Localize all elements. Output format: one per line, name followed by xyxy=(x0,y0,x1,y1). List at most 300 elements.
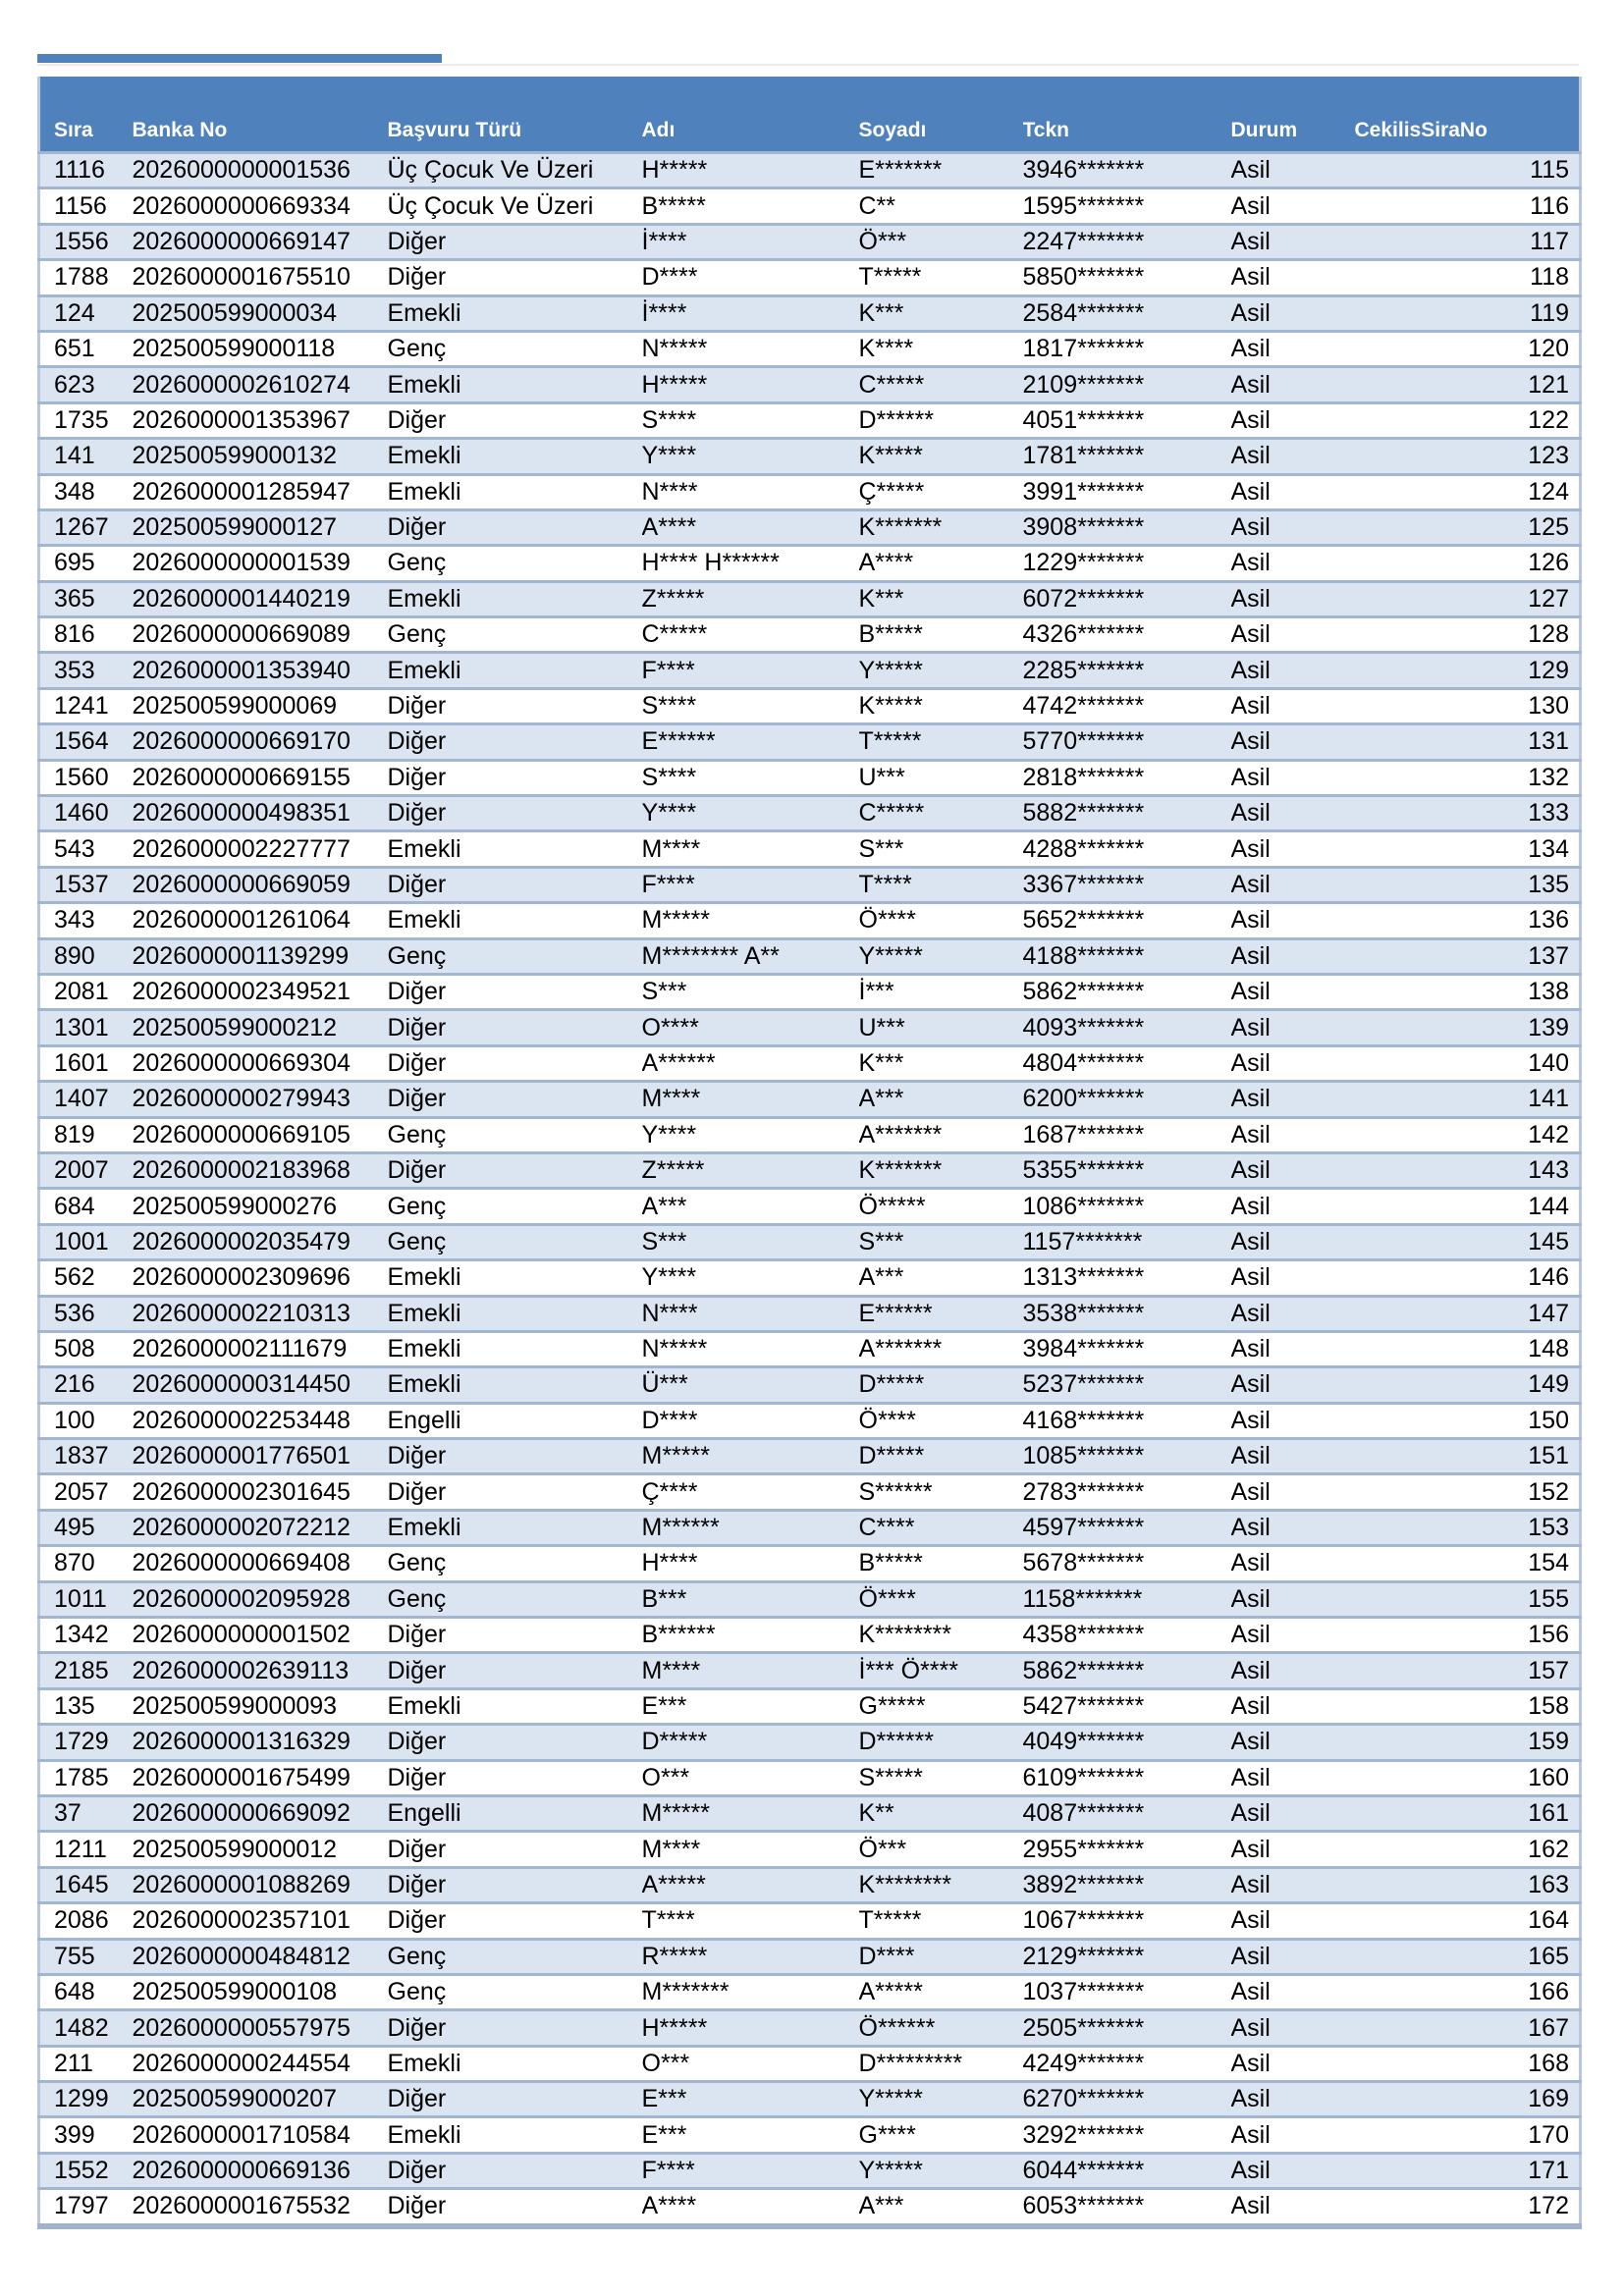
cell-cekilis-sira-no: 128 xyxy=(1355,617,1581,653)
cell-durum: Asil xyxy=(1231,1403,1355,1438)
cell-banka-no: 2026000002610274 xyxy=(133,367,388,402)
cell-soyadi: Y***** xyxy=(859,653,1023,688)
cell-basvuru-turu: Engelli xyxy=(388,1795,642,1831)
cell-durum: Asil xyxy=(1231,1653,1355,1688)
table-row xyxy=(39,153,1581,188)
cell-basvuru-turu: Emekli xyxy=(388,831,642,867)
cell-sira: 135 xyxy=(39,1688,133,1724)
cell-banka-no: 2026000000669170 xyxy=(133,724,388,760)
cell-basvuru-turu: Genç xyxy=(388,1974,642,2009)
table-row xyxy=(39,760,1581,795)
cell-cekilis-sira-no: 123 xyxy=(1355,439,1581,474)
table-row xyxy=(39,2046,1581,2081)
cell-cekilis-sira-no: 143 xyxy=(1355,1152,1581,1188)
cell-basvuru-turu: Diğer xyxy=(388,260,642,295)
cell-adi: O*** xyxy=(642,1760,859,1795)
cell-basvuru-turu: Diğer xyxy=(388,1867,642,1902)
cell-adi: E*** xyxy=(642,2082,859,2117)
cell-soyadi: E******* xyxy=(859,153,1023,188)
cell-sira: 399 xyxy=(39,2117,133,2153)
cell-durum: Asil xyxy=(1231,1045,1355,1081)
cell-sira: 1552 xyxy=(39,2153,133,2188)
cell-tckn: 2955******* xyxy=(1023,1832,1231,1867)
cell-banka-no: 2026000002072212 xyxy=(133,1510,388,1545)
cell-banka-no: 2026000001353967 xyxy=(133,402,388,438)
cell-soyadi: Ç***** xyxy=(859,474,1023,509)
cell-durum: Asil xyxy=(1231,1331,1355,1366)
cell-sira: 353 xyxy=(39,653,133,688)
cell-adi: A*** xyxy=(642,1189,859,1224)
cell-cekilis-sira-no: 165 xyxy=(1355,1939,1581,1974)
cell-adi: H***** xyxy=(642,367,859,402)
table-row xyxy=(39,1010,1581,1045)
column-header-durum: Durum xyxy=(1231,77,1355,153)
cell-basvuru-turu: Genç xyxy=(388,938,642,974)
cell-cekilis-sira-no: 156 xyxy=(1355,1618,1581,1653)
table-row xyxy=(39,938,1581,974)
cell-cekilis-sira-no: 167 xyxy=(1355,2010,1581,2046)
cell-sira: 348 xyxy=(39,474,133,509)
cell-durum: Asil xyxy=(1231,2117,1355,2153)
cell-soyadi: K** xyxy=(859,1795,1023,1831)
cell-adi: M****** xyxy=(642,1510,859,1545)
cell-soyadi: C***** xyxy=(859,367,1023,402)
cell-durum: Asil xyxy=(1231,1546,1355,1581)
cell-soyadi: K******* xyxy=(859,509,1023,545)
cell-cekilis-sira-no: 121 xyxy=(1355,367,1581,402)
table-row xyxy=(39,1082,1581,1117)
table-row xyxy=(39,796,1581,831)
cell-basvuru-turu: Diğer xyxy=(388,2189,642,2226)
cell-basvuru-turu: Emekli xyxy=(388,2046,642,2081)
cell-durum: Asil xyxy=(1231,331,1355,366)
lottery-results-table xyxy=(37,77,1582,2229)
cell-tckn: 5862******* xyxy=(1023,974,1231,1009)
cell-durum: Asil xyxy=(1231,474,1355,509)
cell-sira: 2185 xyxy=(39,1653,133,1688)
cell-basvuru-turu: Diğer xyxy=(388,688,642,723)
cell-adi: Y**** xyxy=(642,1260,859,1296)
cell-banka-no: 2026000001285947 xyxy=(133,474,388,509)
cell-sira: 2057 xyxy=(39,1474,133,1510)
cell-durum: Asil xyxy=(1231,867,1355,902)
cell-sira: 1537 xyxy=(39,867,133,902)
cell-sira: 216 xyxy=(39,1367,133,1403)
cell-soyadi: Ö**** xyxy=(859,903,1023,938)
cell-durum: Asil xyxy=(1231,581,1355,616)
cell-adi: S**** xyxy=(642,688,859,723)
cell-tckn: 6270******* xyxy=(1023,2082,1231,2117)
cell-tckn: 6200******* xyxy=(1023,1082,1231,1117)
table-row xyxy=(39,1974,1581,2009)
cell-soyadi: İ*** Ö**** xyxy=(859,1653,1023,1688)
cell-sira: 1564 xyxy=(39,724,133,760)
cell-banka-no: 202500599000034 xyxy=(133,295,388,331)
cell-adi: Y**** xyxy=(642,796,859,831)
cell-basvuru-turu: Emekli xyxy=(388,1296,642,1331)
cell-banka-no: 2026000000669155 xyxy=(133,760,388,795)
cell-soyadi: D********* xyxy=(859,2046,1023,2081)
cell-tckn: 3892******* xyxy=(1023,1867,1231,1902)
cell-soyadi: U*** xyxy=(859,1010,1023,1045)
cell-durum: Asil xyxy=(1231,2046,1355,2081)
cell-banka-no: 2026000002357101 xyxy=(133,1903,388,1939)
cell-adi: S*** xyxy=(642,1224,859,1259)
cell-cekilis-sira-no: 162 xyxy=(1355,1832,1581,1867)
cell-banka-no: 2026000000001539 xyxy=(133,546,388,581)
table-row xyxy=(39,2082,1581,2117)
cell-durum: Asil xyxy=(1231,1725,1355,1760)
cell-soyadi: S*** xyxy=(859,831,1023,867)
cell-adi: D**** xyxy=(642,260,859,295)
cell-adi: F**** xyxy=(642,653,859,688)
table-row xyxy=(39,331,1581,366)
table-row xyxy=(39,903,1581,938)
cell-durum: Asil xyxy=(1231,1189,1355,1224)
cell-soyadi: B***** xyxy=(859,1546,1023,1581)
cell-durum: Asil xyxy=(1231,1224,1355,1259)
cell-tckn: 3908******* xyxy=(1023,509,1231,545)
cell-basvuru-turu: Emekli xyxy=(388,653,642,688)
cell-soyadi: B***** xyxy=(859,617,1023,653)
table-row xyxy=(39,653,1581,688)
cell-basvuru-turu: Genç xyxy=(388,617,642,653)
table-row xyxy=(39,1581,1581,1617)
cell-durum: Asil xyxy=(1231,1581,1355,1617)
table-row xyxy=(39,1331,1581,1366)
cell-sira: 623 xyxy=(39,367,133,402)
cell-banka-no: 2026000001139299 xyxy=(133,938,388,974)
table-row xyxy=(39,1367,1581,1403)
cell-cekilis-sira-no: 152 xyxy=(1355,1474,1581,1510)
cell-durum: Asil xyxy=(1231,1510,1355,1545)
cell-soyadi: C**** xyxy=(859,1510,1023,1545)
table-row xyxy=(39,2117,1581,2153)
cell-soyadi: K*** xyxy=(859,581,1023,616)
cell-banka-no: 2026000000669136 xyxy=(133,2153,388,2188)
cell-soyadi: Ö**** xyxy=(859,1403,1023,1438)
cell-tckn: 2109******* xyxy=(1023,367,1231,402)
cell-basvuru-turu: Üç Çocuk Ve Üzeri xyxy=(388,153,642,188)
cell-soyadi: K**** xyxy=(859,331,1023,366)
cell-basvuru-turu: Emekli xyxy=(388,1510,642,1545)
cell-banka-no: 2026000000498351 xyxy=(133,796,388,831)
cell-cekilis-sira-no: 130 xyxy=(1355,688,1581,723)
cell-durum: Asil xyxy=(1231,831,1355,867)
top-divider-line xyxy=(37,64,1579,66)
cell-banka-no: 2026000000244554 xyxy=(133,2046,388,2081)
cell-sira: 1407 xyxy=(39,1082,133,1117)
cell-banka-no: 2026000000557975 xyxy=(133,2010,388,2046)
cell-cekilis-sira-no: 125 xyxy=(1355,509,1581,545)
cell-sira: 365 xyxy=(39,581,133,616)
cell-adi: S**** xyxy=(642,760,859,795)
cell-adi: O**** xyxy=(642,1010,859,1045)
cell-soyadi: Ö*** xyxy=(859,224,1023,259)
column-header-soyadi: Soyadı xyxy=(859,77,1023,153)
table-row xyxy=(39,831,1581,867)
cell-durum: Asil xyxy=(1231,1010,1355,1045)
table-row xyxy=(39,1510,1581,1545)
cell-sira: 562 xyxy=(39,1260,133,1296)
cell-tckn: 1037******* xyxy=(1023,1974,1231,2009)
cell-cekilis-sira-no: 118 xyxy=(1355,260,1581,295)
cell-banka-no: 2026000002183968 xyxy=(133,1152,388,1188)
cell-cekilis-sira-no: 158 xyxy=(1355,1688,1581,1724)
cell-sira: 1241 xyxy=(39,688,133,723)
cell-tckn: 1086******* xyxy=(1023,1189,1231,1224)
table-row xyxy=(39,439,1581,474)
cell-cekilis-sira-no: 129 xyxy=(1355,653,1581,688)
cell-tckn: 2783******* xyxy=(1023,1474,1231,1510)
cell-adi: M**** xyxy=(642,1653,859,1688)
cell-cekilis-sira-no: 122 xyxy=(1355,402,1581,438)
cell-basvuru-turu: Genç xyxy=(388,1189,642,1224)
cell-tckn: 1781******* xyxy=(1023,439,1231,474)
cell-sira: 1211 xyxy=(39,1832,133,1867)
cell-soyadi: D****** xyxy=(859,402,1023,438)
cell-adi: E*** xyxy=(642,1688,859,1724)
cell-tckn: 5355******* xyxy=(1023,1152,1231,1188)
cell-tckn: 5770******* xyxy=(1023,724,1231,760)
cell-banka-no: 202500599000069 xyxy=(133,688,388,723)
table-row xyxy=(39,188,1581,224)
cell-soyadi: D***** xyxy=(859,1439,1023,1474)
cell-durum: Asil xyxy=(1231,1903,1355,1939)
cell-sira: 124 xyxy=(39,295,133,331)
cell-sira: 1837 xyxy=(39,1439,133,1474)
cell-sira: 695 xyxy=(39,546,133,581)
cell-soyadi: K***** xyxy=(859,439,1023,474)
cell-adi: S*** xyxy=(642,974,859,1009)
cell-cekilis-sira-no: 160 xyxy=(1355,1760,1581,1795)
table-row xyxy=(39,509,1581,545)
cell-banka-no: 2026000000669408 xyxy=(133,1546,388,1581)
table-row xyxy=(39,1117,1581,1152)
table-row xyxy=(39,1867,1581,1902)
cell-sira: 651 xyxy=(39,331,133,366)
cell-basvuru-turu: Emekli xyxy=(388,1260,642,1296)
cell-banka-no: 202500599000012 xyxy=(133,1832,388,1867)
cell-basvuru-turu: Genç xyxy=(388,331,642,366)
cell-adi: R***** xyxy=(642,1939,859,1974)
cell-cekilis-sira-no: 164 xyxy=(1355,1903,1581,1939)
cell-sira: 1556 xyxy=(39,224,133,259)
cell-durum: Asil xyxy=(1231,509,1355,545)
cell-tckn: 1085******* xyxy=(1023,1439,1231,1474)
cell-basvuru-turu: Diğer xyxy=(388,1725,642,1760)
cell-sira: 1729 xyxy=(39,1725,133,1760)
cell-tckn: 4049******* xyxy=(1023,1725,1231,1760)
cell-banka-no: 2026000002111679 xyxy=(133,1331,388,1366)
cell-adi: C***** xyxy=(642,617,859,653)
cell-soyadi: A*** xyxy=(859,1082,1023,1117)
cell-sira: 1011 xyxy=(39,1581,133,1617)
cell-sira: 819 xyxy=(39,1117,133,1152)
cell-durum: Asil xyxy=(1231,1260,1355,1296)
cell-sira: 211 xyxy=(39,2046,133,2081)
cell-sira: 1156 xyxy=(39,188,133,224)
cell-basvuru-turu: Diğer xyxy=(388,1474,642,1510)
cell-cekilis-sira-no: 147 xyxy=(1355,1296,1581,1331)
cell-soyadi: Y***** xyxy=(859,938,1023,974)
cell-cekilis-sira-no: 115 xyxy=(1355,153,1581,188)
cell-sira: 495 xyxy=(39,1510,133,1545)
cell-soyadi: U*** xyxy=(859,760,1023,795)
cell-durum: Asil xyxy=(1231,1474,1355,1510)
cell-adi: M******** A** xyxy=(642,938,859,974)
cell-soyadi: C***** xyxy=(859,796,1023,831)
cell-durum: Asil xyxy=(1231,1867,1355,1902)
cell-basvuru-turu: Genç xyxy=(388,1117,642,1152)
cell-banka-no: 2026000002639113 xyxy=(133,1653,388,1688)
cell-tckn: 4168******* xyxy=(1023,1403,1231,1438)
cell-tckn: 2285******* xyxy=(1023,653,1231,688)
cell-banka-no: 2026000000669089 xyxy=(133,617,388,653)
cell-soyadi: K*** xyxy=(859,1045,1023,1081)
table-row xyxy=(39,295,1581,331)
cell-durum: Asil xyxy=(1231,688,1355,723)
cell-tckn: 6044******* xyxy=(1023,2153,1231,2188)
cell-cekilis-sira-no: 140 xyxy=(1355,1045,1581,1081)
cell-banka-no: 2026000002253448 xyxy=(133,1403,388,1438)
cell-soyadi: A**** xyxy=(859,546,1023,581)
cell-adi: D***** xyxy=(642,1725,859,1760)
cell-cekilis-sira-no: 151 xyxy=(1355,1439,1581,1474)
cell-adi: Ç**** xyxy=(642,1474,859,1510)
cell-adi: M******* xyxy=(642,1974,859,2009)
cell-adi: N**** xyxy=(642,1296,859,1331)
cell-banka-no: 2026000002349521 xyxy=(133,974,388,1009)
cell-durum: Asil xyxy=(1231,1367,1355,1403)
cell-banka-no: 2026000002210313 xyxy=(133,1296,388,1331)
cell-basvuru-turu: Diğer xyxy=(388,1903,642,1939)
table-row xyxy=(39,1296,1581,1331)
cell-banka-no: 202500599000276 xyxy=(133,1189,388,1224)
cell-banka-no: 2026000002227777 xyxy=(133,831,388,867)
cell-basvuru-turu: Diğer xyxy=(388,1045,642,1081)
cell-sira: 755 xyxy=(39,1939,133,1974)
cell-tckn: 5427******* xyxy=(1023,1688,1231,1724)
cell-basvuru-turu: Diğer xyxy=(388,1010,642,1045)
cell-cekilis-sira-no: 137 xyxy=(1355,938,1581,974)
cell-soyadi: A*** xyxy=(859,2189,1023,2226)
cell-sira: 2086 xyxy=(39,1903,133,1939)
cell-adi: Ü*** xyxy=(642,1367,859,1403)
cell-adi: M***** xyxy=(642,1439,859,1474)
cell-basvuru-turu: Genç xyxy=(388,1546,642,1581)
cell-adi: F**** xyxy=(642,2153,859,2188)
cell-basvuru-turu: Diğer xyxy=(388,1439,642,1474)
cell-adi: A**** xyxy=(642,2189,859,2226)
cell-adi: Y**** xyxy=(642,1117,859,1152)
cell-durum: Asil xyxy=(1231,2082,1355,2117)
cell-cekilis-sira-no: 163 xyxy=(1355,1867,1581,1902)
table-row xyxy=(39,1725,1581,1760)
cell-sira: 37 xyxy=(39,1795,133,1831)
cell-cekilis-sira-no: 126 xyxy=(1355,546,1581,581)
cell-durum: Asil xyxy=(1231,938,1355,974)
cell-adi: E****** xyxy=(642,724,859,760)
cell-durum: Asil xyxy=(1231,1832,1355,1867)
cell-adi: B*** xyxy=(642,1581,859,1617)
table-body xyxy=(39,153,1581,2226)
cell-cekilis-sira-no: 124 xyxy=(1355,474,1581,509)
cell-durum: Asil xyxy=(1231,1974,1355,2009)
cell-cekilis-sira-no: 142 xyxy=(1355,1117,1581,1152)
column-header-basvuru-turu: Başvuru Türü xyxy=(388,77,642,153)
cell-basvuru-turu: Emekli xyxy=(388,581,642,616)
cell-adi: Z***** xyxy=(642,581,859,616)
cell-soyadi: G***** xyxy=(859,1688,1023,1724)
table-row xyxy=(39,617,1581,653)
cell-cekilis-sira-no: 170 xyxy=(1355,2117,1581,2153)
cell-adi: O*** xyxy=(642,2046,859,2081)
cell-sira: 1560 xyxy=(39,760,133,795)
cell-tckn: 1067******* xyxy=(1023,1903,1231,1939)
cell-sira: 2007 xyxy=(39,1152,133,1188)
table-row xyxy=(39,402,1581,438)
cell-sira: 2081 xyxy=(39,974,133,1009)
table-row xyxy=(39,1439,1581,1474)
cell-adi: M**** xyxy=(642,1082,859,1117)
cell-soyadi: S*** xyxy=(859,1224,1023,1259)
cell-adi: D**** xyxy=(642,1403,859,1438)
cell-tckn: 4188******* xyxy=(1023,938,1231,974)
cell-cekilis-sira-no: 148 xyxy=(1355,1331,1581,1366)
cell-tckn: 3292******* xyxy=(1023,2117,1231,2153)
table-row xyxy=(39,1189,1581,1224)
cell-soyadi: D****** xyxy=(859,1725,1023,1760)
cell-basvuru-turu: Engelli xyxy=(388,1403,642,1438)
cell-soyadi: Ö**** xyxy=(859,1581,1023,1617)
cell-basvuru-turu: Emekli xyxy=(388,903,642,938)
cell-basvuru-turu: Genç xyxy=(388,1939,642,1974)
cell-cekilis-sira-no: 172 xyxy=(1355,2189,1581,2226)
cell-cekilis-sira-no: 133 xyxy=(1355,796,1581,831)
cell-banka-no: 2026000000001536 xyxy=(133,153,388,188)
table-row xyxy=(39,546,1581,581)
cell-banka-no: 2026000000279943 xyxy=(133,1082,388,1117)
cell-sira: 816 xyxy=(39,617,133,653)
cell-adi: F**** xyxy=(642,867,859,902)
cell-durum: Asil xyxy=(1231,2153,1355,2188)
cell-soyadi: T***** xyxy=(859,724,1023,760)
cell-basvuru-turu: Diğer xyxy=(388,974,642,1009)
cell-tckn: 1313******* xyxy=(1023,1260,1231,1296)
cell-banka-no: 2026000001776501 xyxy=(133,1439,388,1474)
cell-durum: Asil xyxy=(1231,439,1355,474)
cell-durum: Asil xyxy=(1231,1439,1355,1474)
cell-adi: N***** xyxy=(642,331,859,366)
table-row xyxy=(39,724,1581,760)
cell-banka-no: 2026000000314450 xyxy=(133,1367,388,1403)
cell-tckn: 5678******* xyxy=(1023,1546,1231,1581)
table-row xyxy=(39,1474,1581,1510)
cell-sira: 1301 xyxy=(39,1010,133,1045)
cell-soyadi: G**** xyxy=(859,2117,1023,2153)
cell-sira: 1645 xyxy=(39,1867,133,1902)
cell-banka-no: 2026000001675510 xyxy=(133,260,388,295)
cell-adi: E*** xyxy=(642,2117,859,2153)
table-row xyxy=(39,1832,1581,1867)
cell-cekilis-sira-no: 116 xyxy=(1355,188,1581,224)
cell-tckn: 1817******* xyxy=(1023,331,1231,366)
cell-tckn: 3538******* xyxy=(1023,1296,1231,1331)
cell-basvuru-turu: Diğer xyxy=(388,2153,642,2188)
cell-soyadi: T**** xyxy=(859,867,1023,902)
cell-basvuru-turu: Diğer xyxy=(388,796,642,831)
